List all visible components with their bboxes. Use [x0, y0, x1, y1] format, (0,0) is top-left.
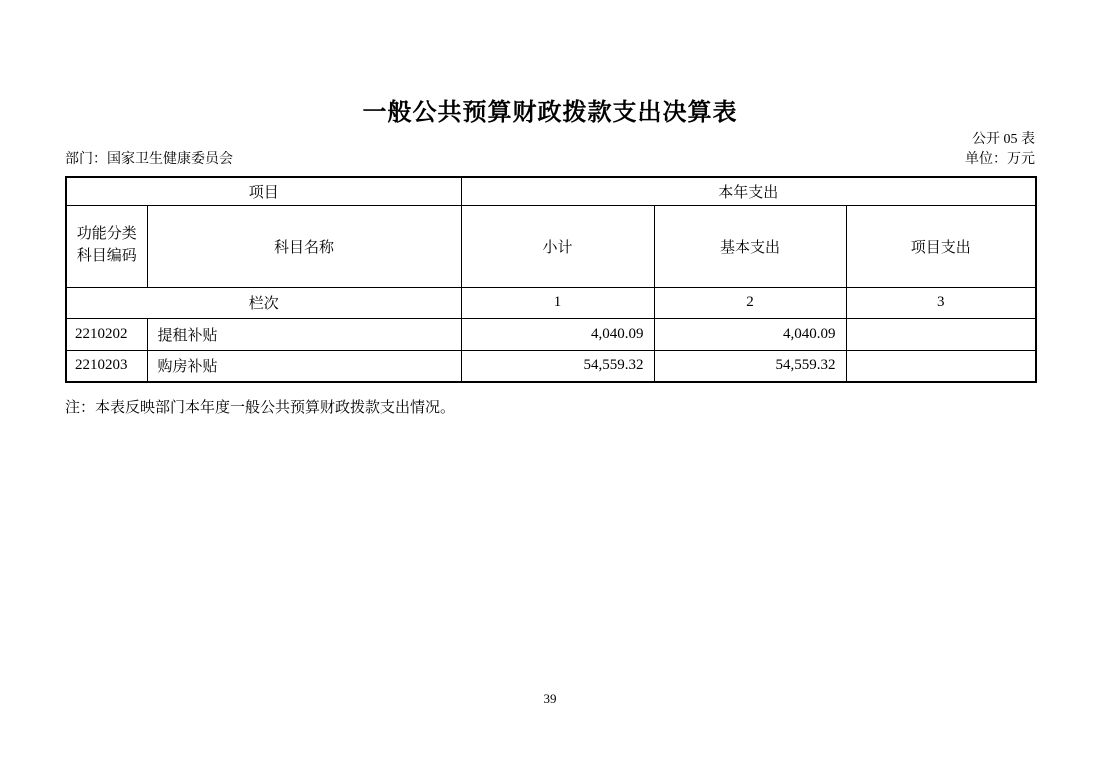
page-content [65, 130, 1035, 417]
table-row [66, 318, 1036, 350]
row-code: 2210203 [66, 350, 147, 382]
header-basic-expenditure: 基本支出 [654, 205, 846, 287]
index-label: 栏次 [66, 287, 461, 318]
row-code: 2210202 [66, 318, 147, 350]
header-function-code-line1: 功能分类 [76, 226, 137, 243]
index-1: 1 [461, 287, 654, 318]
row-subtotal: 4,040.09 [461, 318, 654, 350]
index-2: 2 [654, 287, 846, 318]
row-basic: 54,559.32 [654, 350, 846, 382]
header-group-row [66, 177, 1036, 205]
header-group-current-year: 本年支出 [461, 177, 1036, 205]
table-note: 注：本表反映部门本年度一般公共预算财政拨款支出情况。 [65, 400, 456, 416]
column-index-row [66, 287, 1036, 318]
header-subtotal: 小计 [461, 205, 654, 287]
header-project-expenditure: 项目支出 [846, 205, 1036, 287]
page-number: 39 [543, 691, 557, 706]
department-label: 部门：国家卫生健康委员会 [65, 152, 233, 167]
header-subject-name: 科目名称 [147, 205, 461, 287]
header-function-code [66, 205, 147, 287]
index-3: 3 [846, 287, 1036, 318]
row-project [846, 318, 1036, 350]
meta-line [65, 150, 1035, 170]
row-basic: 4,040.09 [654, 318, 846, 350]
budget-table [65, 176, 1037, 383]
row-project [846, 350, 1036, 382]
unit-label: 单位：万元 [965, 152, 1035, 167]
table-row [66, 350, 1036, 382]
table-number-label: 公开 05 表 [972, 132, 1035, 147]
row-name: 购房补贴 [147, 350, 461, 382]
row-name: 提租补贴 [147, 318, 461, 350]
header-group-project: 项目 [66, 177, 461, 205]
header-function-code-line2: 科目编码 [76, 248, 137, 264]
header-row [66, 205, 1036, 287]
row-subtotal: 54,559.32 [461, 350, 654, 382]
page-title: 一般公共预算财政拨款支出决算表 [362, 100, 738, 126]
